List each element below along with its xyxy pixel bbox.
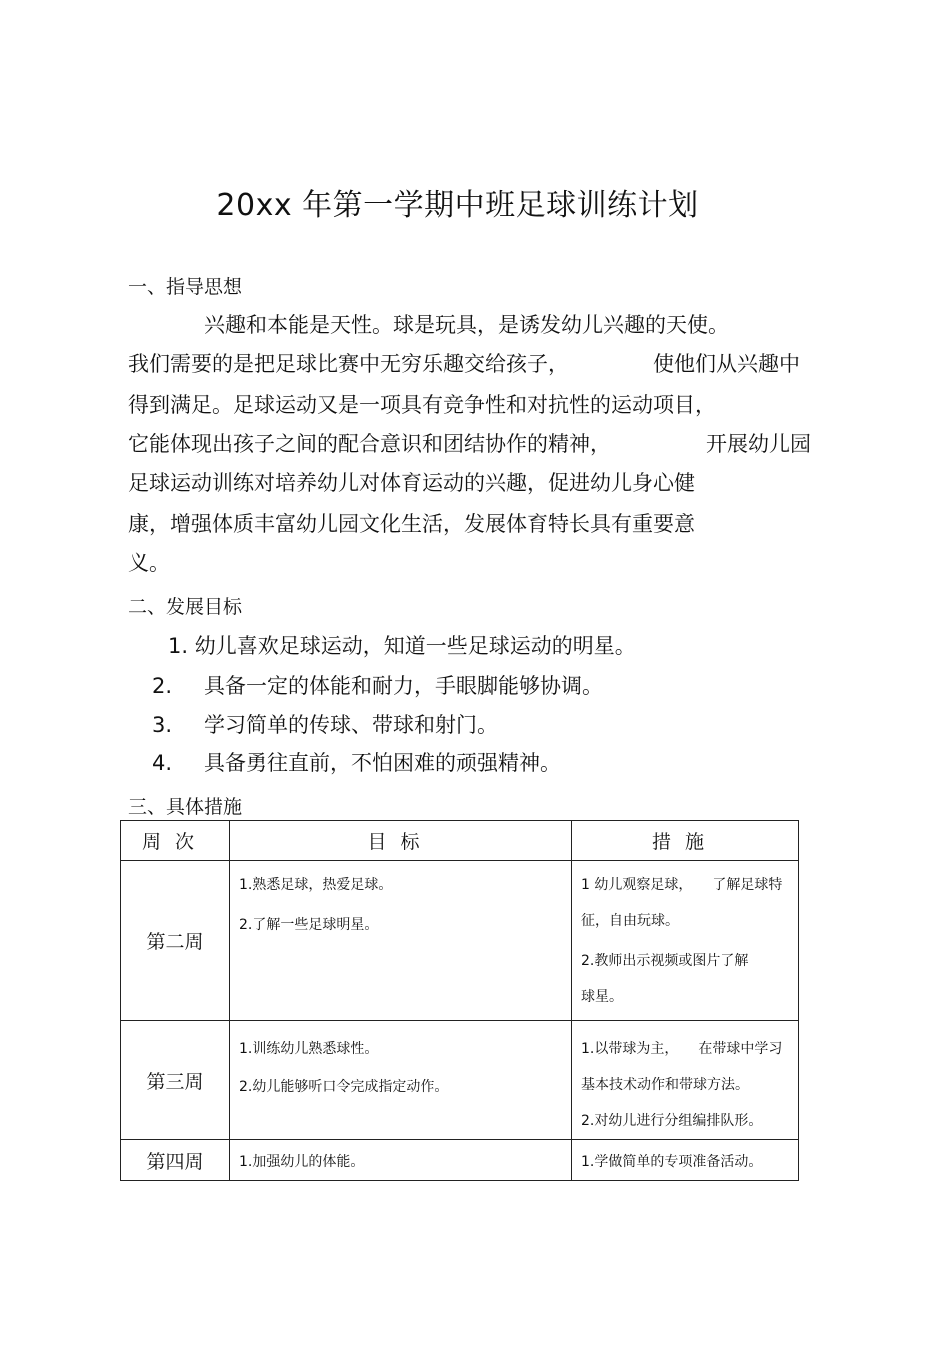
paragraph-line: 它能体现出孩子之间的配合意识和团结协作的精神， xyxy=(128,432,611,456)
measure-cell xyxy=(572,1140,799,1181)
goal-number: 4. xyxy=(152,751,173,775)
cell-line xyxy=(581,875,798,895)
goal-text: 具备一定的体能和耐力，手眼脚能够协调。 xyxy=(204,674,603,698)
cell-line-part: 1 幼儿观察足球， xyxy=(581,877,693,893)
week-cell: 第四周 xyxy=(121,1140,230,1181)
cell-line: 2.教师出示视频或图片了解 xyxy=(581,953,749,969)
goal-item xyxy=(152,709,498,739)
paragraph-line: 我们需要的是把足球比赛中无穷乐趣交给孩子， xyxy=(128,352,569,376)
cell-line: 2.了解一些足球明星。 xyxy=(239,917,379,933)
cell-line: 基本技术动作和带球方法。 xyxy=(581,1077,749,1093)
cell-line: 球星。 xyxy=(581,989,623,1005)
training-plan-table xyxy=(120,820,799,1181)
week-cell: 第三周 xyxy=(121,1021,230,1140)
goal-cell xyxy=(230,1140,572,1181)
paragraph-line: 足球运动训练对培养幼儿对体育运动的兴趣，促进幼儿身心健 xyxy=(128,471,695,495)
cell-line-part: 了解足球特 xyxy=(712,877,783,893)
measure-cell xyxy=(572,1021,799,1140)
section-heading-guiding-thought: 一、指导思想 xyxy=(128,276,243,298)
paragraph-line: 兴趣和本能是天性。球是玩具，是诱发幼儿兴趣的天使。 xyxy=(204,313,729,337)
section-heading-specific-measures: 三、具体措施 xyxy=(128,796,243,818)
goal-text: 具备勇往直前，不怕困难的顽强精神。 xyxy=(204,751,561,775)
goal-text: 学习简单的传球、带球和射门。 xyxy=(204,713,498,737)
cell-line: 征，自由玩球。 xyxy=(581,913,679,929)
cell-line-part: 1.以带球为主， xyxy=(581,1041,679,1057)
cell-line: 2.幼儿能够听口令完成指定动作。 xyxy=(239,1079,449,1095)
paragraph-line: 使他们从兴趣中 xyxy=(653,352,800,376)
goal-cell xyxy=(230,861,572,1021)
goal-number: 3. xyxy=(152,713,173,737)
table-row xyxy=(121,861,799,1021)
table-header-row xyxy=(121,821,799,861)
measure-cell xyxy=(572,861,799,1021)
column-header-measure: 措施 xyxy=(572,821,799,861)
goal-item xyxy=(152,670,603,700)
section-heading-development-goals: 二、发展目标 xyxy=(128,596,243,618)
goal-cell xyxy=(230,1021,572,1140)
paragraph-line: 开展幼儿园 xyxy=(706,432,811,456)
cell-line xyxy=(581,1039,798,1059)
column-header-goal: 目标 xyxy=(230,821,572,861)
cell-line-part: 在带球中学习 xyxy=(698,1041,783,1057)
table-row xyxy=(121,1021,799,1140)
goal-text: 幼儿喜欢足球运动，知道一些足球运动的明星。 xyxy=(194,634,636,658)
table-row xyxy=(121,1140,799,1181)
cell-line: 1.学做简单的专项准备活动。 xyxy=(581,1154,763,1170)
page-title: 20xx 年第一学期中班足球训练计划 xyxy=(216,188,699,223)
goal-item xyxy=(152,747,561,777)
cell-line: 2.对幼儿进行分组编排队形。 xyxy=(581,1113,763,1129)
paragraph-line: 得到满足。足球运动又是一项具有竞争性和对抗性的运动项目， xyxy=(128,393,716,417)
cell-line: 1.加强幼儿的体能。 xyxy=(239,1154,365,1170)
cell-line: 1.熟悉足球，热爱足球。 xyxy=(239,877,393,893)
cell-line: 1.训练幼儿熟悉球性。 xyxy=(239,1041,379,1057)
column-header-week: 周次 xyxy=(121,821,230,861)
paragraph-line: 康，增强体质丰富幼儿园文化生活，发展体育特长具有重要意 xyxy=(128,512,695,536)
goal-item xyxy=(168,630,636,660)
goal-number: 1. xyxy=(168,634,189,658)
week-cell: 第二周 xyxy=(121,861,230,1021)
paragraph-line: 义。 xyxy=(128,551,170,575)
goal-number: 2. xyxy=(152,674,173,698)
